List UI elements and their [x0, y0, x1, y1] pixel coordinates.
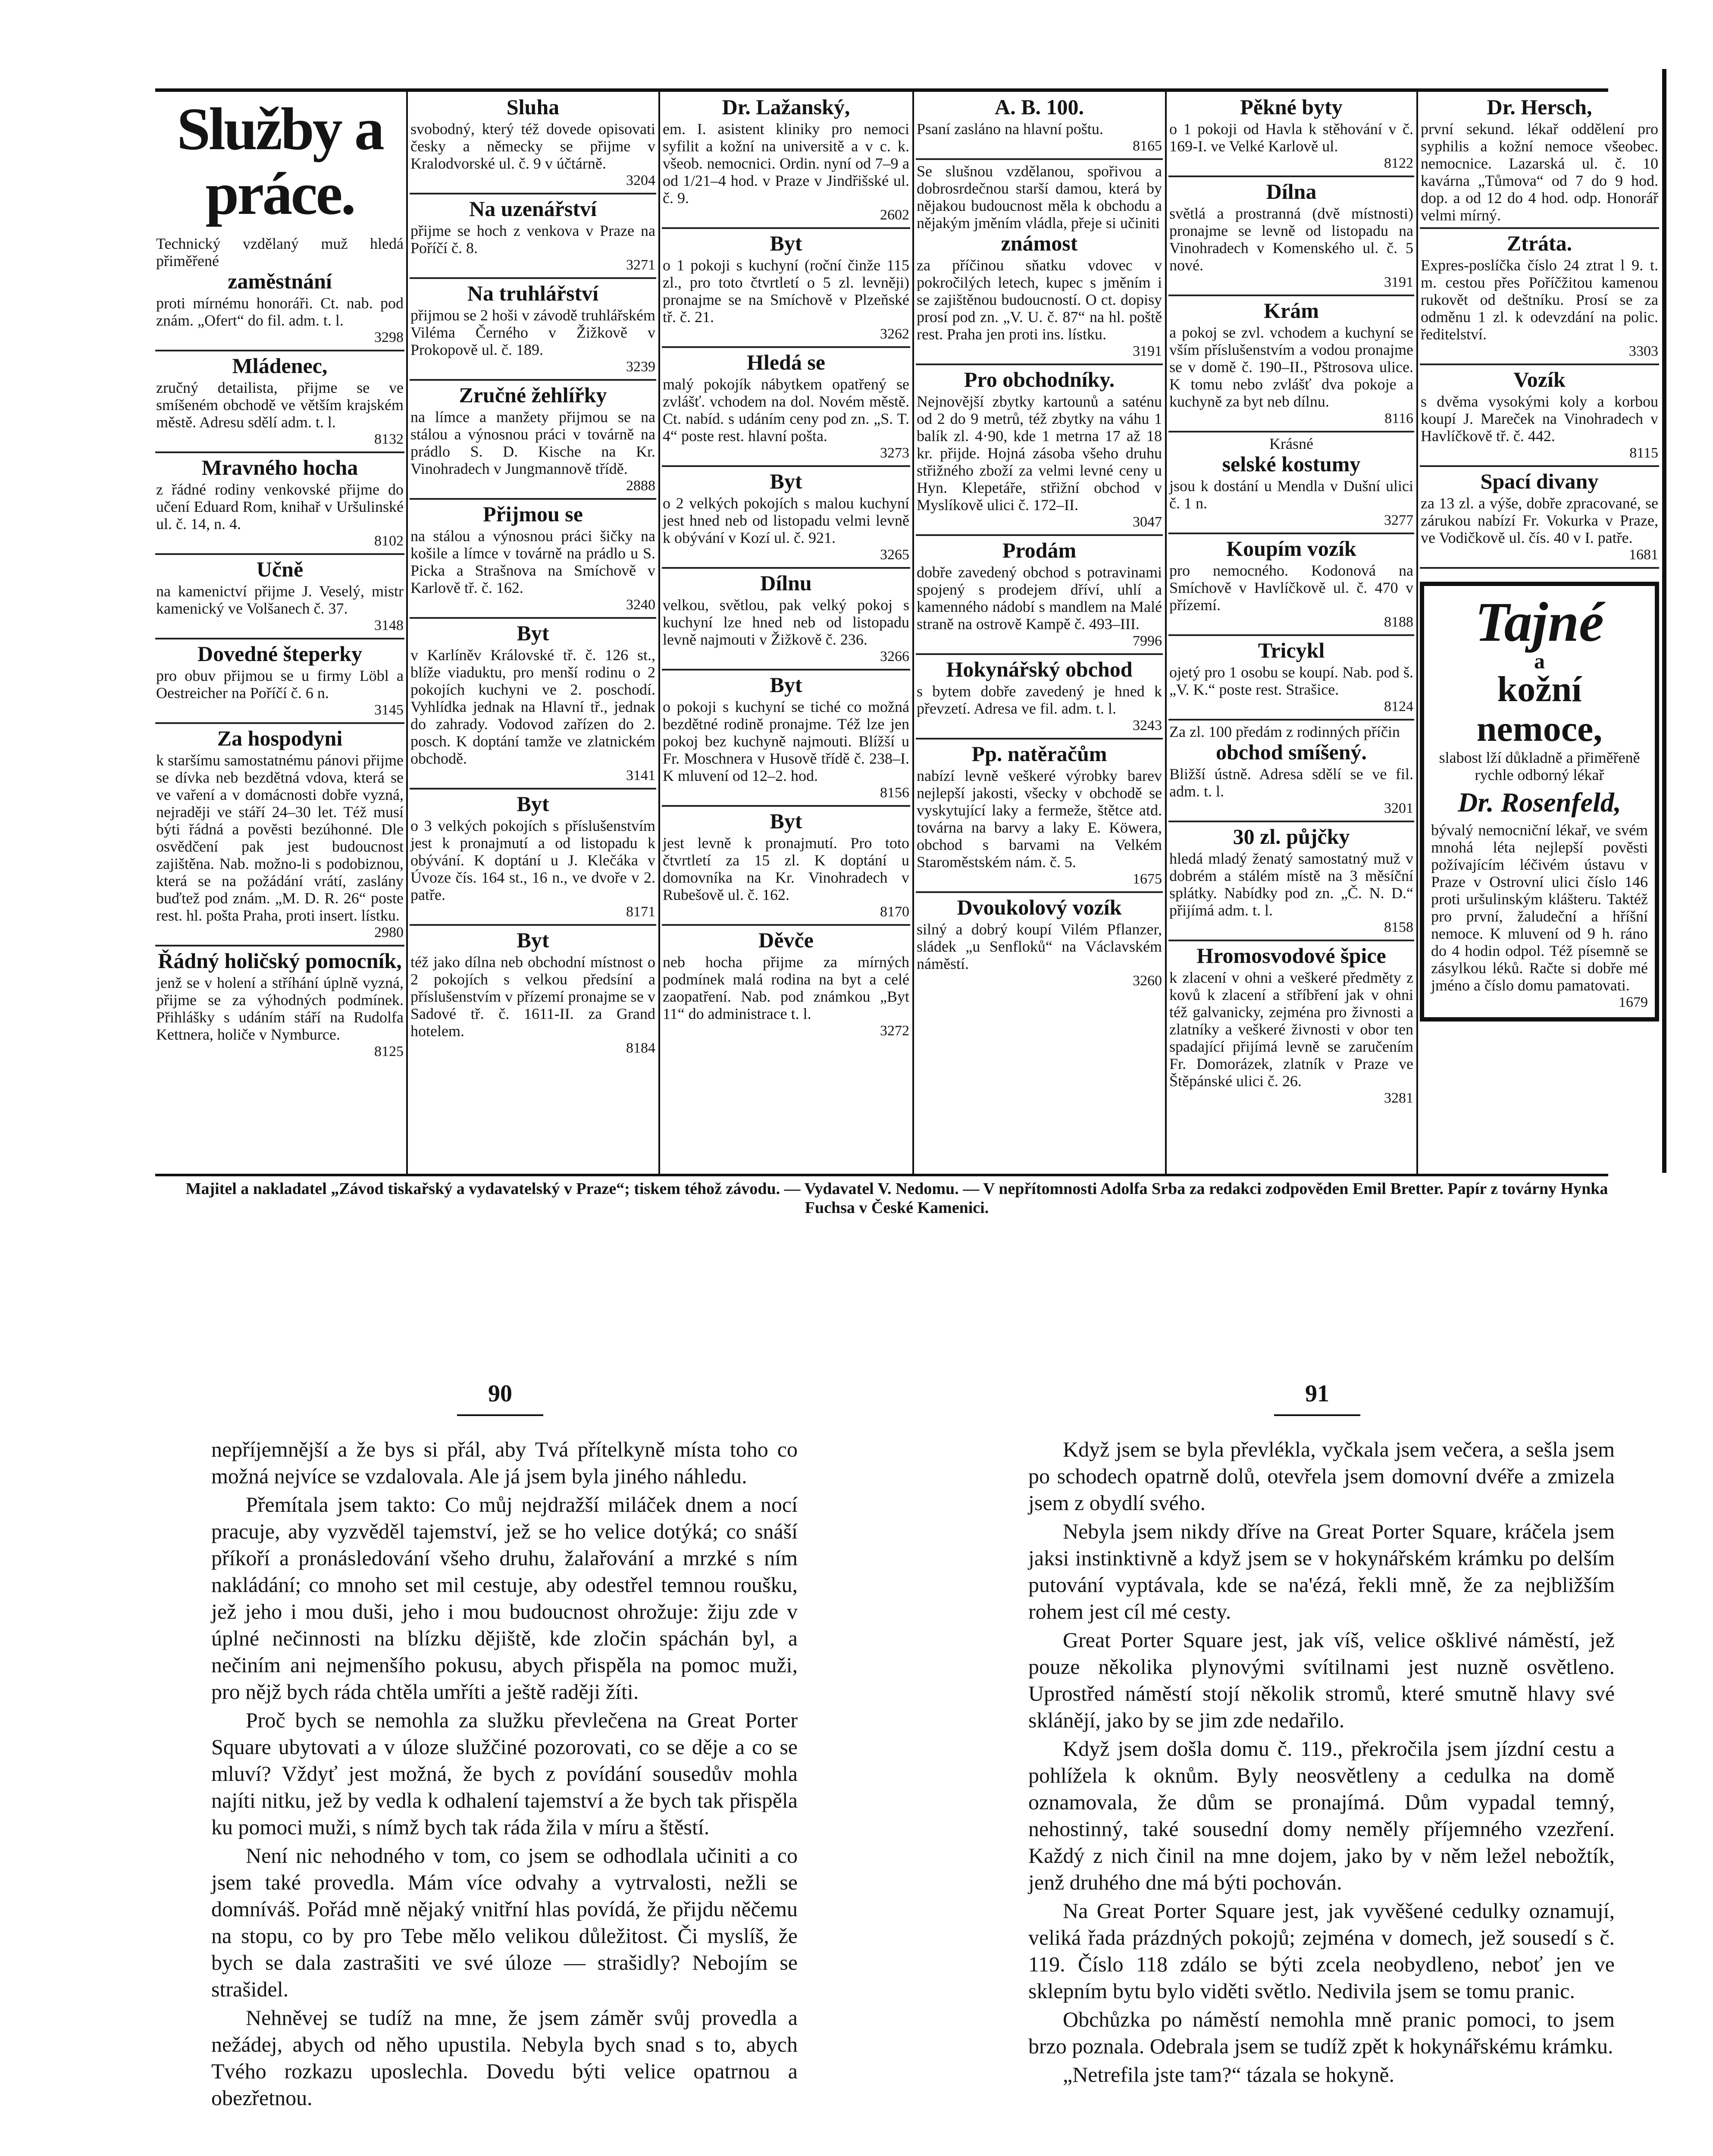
- ad-heading: Dovedné šteperky: [197, 642, 362, 666]
- ad-number: 1679: [1619, 994, 1648, 1010]
- ad-text: za 13 zl. a výše, dobře zpracované, se zárukou nabízí Fr. Vokurka v Praze, ve Vodičkově ul. čís. 40 v I. patře.: [1421, 495, 1658, 546]
- page-number-rule: [1274, 1414, 1360, 1416]
- classified-ad: [155, 453, 404, 555]
- page-number-rule: [457, 1414, 543, 1416]
- book-page-right: [1028, 1436, 1615, 2090]
- ad-heading: Dr. Lažanský,: [722, 95, 850, 119]
- ad-text: Technický vzdělaný muž hledá přiměřené: [156, 235, 404, 270]
- classified-ad: [662, 348, 910, 467]
- box-subtitle: kožní nemoce,: [1476, 669, 1603, 749]
- ad-text: z řádné rodiny venkovské přijme do učení Eduard Rom, knihař v Uršulinské ul. č. 14, n. 4.: [156, 481, 404, 533]
- ad-number: 8116: [1384, 411, 1413, 426]
- ad-heading: Dílnu: [760, 571, 812, 595]
- ad-text: na kamenictví přijme J. Veselý, mistr kamenický ve Volšanech č. 37.: [156, 583, 404, 617]
- ad-heading: Dílna: [1266, 179, 1317, 204]
- ad-number: 2888: [626, 478, 655, 494]
- paragraph: Nehněvej se tudíž na mne, že jsem záměr svůj provedla a nežádej, abych od něho upustila. Nebyla bych snad s to, abych Tvého rozkazu uposlechla. Dovedu býti velice opatrnou a obezřetnou.: [211, 2006, 798, 2110]
- ad-text: jenž se v holení a stříhání úplně vyzná, přijme se za výhodných podmínek. Přihlášky s udáním stáří na Rudolfa Kettnera, holiče v Nymburce.: [156, 974, 404, 1043]
- ad-number: 8171: [626, 904, 655, 920]
- classified-ad: [155, 555, 404, 639]
- ad-heading: Děvče: [758, 928, 814, 952]
- ad-text: Krásné: [1269, 435, 1313, 452]
- ad-text: první sekund. lékař oddělení pro syphilis a kožní nemoce všeobec. nemocnice. Lazarská ul. č. 10 kavárna „Tůmova“ od 7 do 9 hod. dop. a od 12 do 4 hod. odp. Honorář velmi mírný.: [1421, 120, 1658, 224]
- ad-heading: Hromosvodové špice: [1196, 943, 1386, 968]
- classified-ad: [1168, 636, 1414, 721]
- ad-text: světlá a prostranná (dvě místnosti) pronajme se levně od listopadu na Vinohradech v Komenského ul. č. 5 nové.: [1169, 205, 1413, 274]
- paragraph: Obchůzka po náměstí nemohla mně pranic pomoci, to jsem brzo poznala. Odebrala jsem se tudíž zpět k hokynářskému krámku.: [1028, 2007, 1615, 2058]
- newspaper-imprint: Majitel a nakladatel „Závod tiskařský a vydavatelský v Praze“; tiskem téhož závodu. — Vydavatel V. Nedomu. — V nepřítomnosti Adolfa Srba za redakci zodpověden Emil Bretter. Papír z továrny Hynka Fuchsa v České Kamenici.: [185, 1180, 1608, 1217]
- ad-number: 3239: [626, 359, 655, 375]
- ad-text: Se slušnou vzdělanou, spořivou a dobrosrdečnou starší damou, která by nějakou budoucnost měla k obchodu a nějakým jměním vládla, přeje si učiniti: [917, 163, 1162, 232]
- classified-ad: [916, 536, 1163, 655]
- paragraph: Proč bych se nemohla za služku převlečena na Great Porter Square ubytovati a v úloze služčiné pozorovati, co se děje a co se mluví? Vždyť jest možná, že bych z povídání sousedův mohla najíti nitku, jež by vedla k odhalení tajemství a že bych tak přispěla ku pomoci muži, s nímž bych tak ráda žila v míru a štěstí.: [211, 1708, 798, 1839]
- classified-ad: [155, 946, 404, 1064]
- ad-number: 3145: [374, 702, 404, 718]
- page-number-left: 90: [488, 1380, 512, 1407]
- classified-ad: [1168, 296, 1414, 432]
- ad-text: na stálou a výnosnou práci šičky na košile a límce v továrně na prádlo u S. Picka a Strašnova na Smíchově v Karlově tř. č. 162.: [410, 527, 655, 596]
- ad-text: jsou k dostání u Mendla v Dušní ulici č. 1 n.: [1169, 477, 1413, 512]
- ad-number: 3204: [626, 172, 655, 188]
- ad-number: 2980: [374, 924, 404, 940]
- ad-text: v Karlíněv Královské tř. č. 126 st., blíže viaduktu, pro menší rodinu o 2 pokojích kuchyni ve 2. poschodí. Vyhlídka jednak na Hlavní tř., jednak do zahrady. Vodovod zařízen do 2. posch. K doptání tamže ve zlatnickém obchodě.: [410, 646, 655, 767]
- classified-ad: [1420, 467, 1659, 569]
- ad-text: malý pokojík nábytkem opatřený se zvlášť. vchodem na dol. Novém městě. Ct. nabíd. s udáním ceny pod zn. „S. T. 4“ poste rest. hlavní pošta.: [663, 376, 909, 445]
- ad-number: 8188: [1384, 614, 1413, 630]
- paragraph: Není nic nehodného v tom, co jsem se odhodlala učiniti a co jsem také provedla. Mám více odvahy a vytrvalosti, nežli se domníváš. Pořád mně nějaký vnitřní hlas povídá, že přijdu něčemu na stopu, co by pro Tebe mělo velikou důležitost. Či myslíš, že bych se dala zastrašiti ve své úloze — strašidly? Nebojím se strašidel.: [211, 1843, 798, 2001]
- classified-ad: [1168, 822, 1414, 941]
- page-number-right: 91: [1305, 1380, 1329, 1407]
- ad-number: 1675: [1133, 871, 1162, 887]
- ad-number: 8102: [374, 533, 404, 549]
- classified-ad: [662, 93, 910, 229]
- section-title: Služby a práce.: [177, 96, 383, 227]
- ad-number: 3298: [374, 329, 404, 345]
- box-text: slabost lží důkladně a přiměřeně rychle odborný lékař: [1439, 749, 1640, 783]
- classified-ad: [916, 740, 1163, 893]
- ad-number: 3201: [1384, 800, 1413, 816]
- ad-heading: Prodám: [1002, 538, 1077, 562]
- classified-ad: [662, 926, 910, 1043]
- ad-heading: 30 zl. půjčky: [1233, 824, 1350, 849]
- classified-ad: [662, 569, 910, 671]
- ad-text: neb hocha přijme za mírných podmínek malá rodina na byt a celé zaopatření. Nab. pod známkou „Byt 11“ do administrace t. l.: [663, 953, 909, 1022]
- ad-heading: známost: [1001, 231, 1078, 255]
- ad-number: 1681: [1629, 547, 1658, 563]
- paragraph: Great Porter Square jest, jak víš, velice ošklivé náměstí, jež pouze několika plynovými svítilnami jest nuzně osvětleno. Uprostřed náměstí stojí několik stromů, které smutně hlavy své sklánějí, jako by se jim zde nedařilo.: [1028, 1628, 1615, 1732]
- right-edge-rule: [1662, 69, 1666, 1173]
- ad-text: a pokoj se zvl. vchodem a kuchyní se vším příslušenstvím a vodou pronajme se v domě č. 190–II., Pštrosova ulice. K tomu nebo zvlášť dva pokoje a kuchyně za byt neb dílnu.: [1169, 324, 1413, 410]
- ad-number: 8125: [374, 1044, 404, 1059]
- ad-number: 7996: [1133, 633, 1162, 649]
- ad-number: 3281: [1384, 1090, 1413, 1106]
- classified-ad: [916, 655, 1163, 740]
- ad-text: nabízí levně veškeré výrobky barev nejlepší jakosti, všecky v obchodě se vyskytující laky a fermeže, štětce atd. továrna na barvy a laky E. Köwera, obchod s barvami na Velkém Staroměstském nám. č. 5.: [917, 767, 1162, 871]
- classified-ad: [916, 893, 1163, 993]
- ad-heading: Byt: [517, 621, 549, 645]
- classified-ad: [1168, 941, 1414, 1110]
- ad-heading: Pro obchodníky.: [964, 367, 1115, 392]
- ad-heading: Krám: [1264, 298, 1319, 323]
- ad-number: 3260: [1133, 973, 1162, 989]
- ad-heading: Byt: [517, 792, 549, 816]
- ad-number: 8132: [374, 431, 404, 447]
- ad-number: 8170: [880, 904, 909, 920]
- paragraph: nepříjemnější a že bys si přál, aby Tvá přítelkyně místa toho co možná nejvíce se vzdalovala. Ale já jsem byla jiného náhledu.: [211, 1437, 798, 1488]
- ad-heading: Mravného hocha: [201, 455, 358, 479]
- ad-heading: selské kostumy: [1222, 452, 1361, 476]
- ad-text: velkou, světlou, pak velký pokoj s kuchyní lze hned neb od listopadu levně najmouti v Žižkově č. 236.: [663, 596, 909, 648]
- ad-number: 8124: [1384, 699, 1413, 714]
- ad-heading: Byt: [770, 469, 802, 493]
- ad-text: hledá mladý ženatý samostatný muž v dobrém a stálém místě na 3 měsíční splátky. Nabídky pod zn. „Č. N. D.“ přijímá adm. t. l.: [1169, 850, 1413, 919]
- ad-number: 3191: [1133, 343, 1162, 359]
- ad-number: 3243: [1133, 718, 1162, 733]
- ad-number: 8165: [1133, 138, 1162, 154]
- classified-ad: [155, 351, 404, 453]
- ad-text: Nejnovější zbytky kartounů a saténu od 2 do 9 metrů, též zbytky na váhu 1 balík zl. 4·90, kde 1 metrna 17 až 18 kr. přijde. Hojná zásoba všeho druhu střižného zboží za velmi levné ceny u Hyn. Klepetáře, střižní obchod v Myslíkově ulici č. 172–II.: [917, 393, 1162, 514]
- ad-heading: Byt: [770, 673, 802, 697]
- ad-heading: Dr. Hersch,: [1487, 95, 1592, 119]
- classified-ad: [662, 229, 910, 348]
- ads-column-1: [155, 93, 404, 1175]
- classified-ad: [1420, 93, 1659, 229]
- ads-column-5: [1168, 93, 1414, 1175]
- ad-number: 8115: [1629, 445, 1658, 461]
- ad-heading: Na truhlářství: [467, 281, 599, 305]
- ad-number: 3265: [880, 547, 909, 563]
- classified-ad: [410, 619, 656, 790]
- ad-heading: Mládenec,: [232, 354, 328, 378]
- ad-text: o 3 velkých pokojích s příslušenstvím jest k pronajmutí a od listopadu k obývání. K doptání u J. Klečáka v Úvoze čís. 164 st., 16 n., ve dvoře v 2. patře.: [410, 817, 655, 903]
- classified-ad: [410, 279, 656, 381]
- ad-text: též jako dílna neb obchodní místnost o 2 pokojích s velkou předsíní a příslušenstvím v přízemí pronajme se v Sadové tř. č. 1611-II. za Grand hotelem.: [410, 953, 655, 1040]
- ads-column-3: [662, 93, 910, 1175]
- classified-ad: [1168, 534, 1414, 636]
- ad-text: Expres-poslíčka číslo 24 ztrat l 9. t. m. cestou přes Poříčžitou kamenou rukovět od deštníku. Prosí se za odměnu 1 zl. k odevzdání na polic. ředitelství.: [1421, 257, 1658, 343]
- ad-heading: obchod smíšený.: [1215, 740, 1367, 764]
- ad-text: pro nemocného. Kodonová na Smíchově v Havlíčkově ul. č. 470 v přízemí.: [1169, 562, 1413, 614]
- ad-number: 8122: [1384, 155, 1413, 171]
- ad-heading: zaměstnání: [228, 269, 332, 293]
- classified-ad: [410, 926, 656, 1060]
- classified-ad: [662, 807, 910, 926]
- ad-heading: Dvoukolový vozík: [957, 895, 1122, 919]
- ad-text: přijmou se 2 hoši v závodě truhlářském Viléma Černého v Žižkově v Prokopově ul. č. 189.: [410, 307, 655, 358]
- ad-heading: Koupím vozík: [1226, 536, 1356, 561]
- classified-ad: [410, 500, 656, 619]
- paragraph: „Netrefila jste tam?“ tázala se hokyně.: [1063, 2062, 1395, 2087]
- ad-text: jest levně k pronajmutí. Pro toto čtvrtletí za 15 zl. K doptání u domovníka na Kr. Vinohradech v Rubešově ul. č. 162.: [663, 834, 909, 903]
- ad-number: 3047: [1133, 514, 1162, 530]
- ad-text: silný a dobrý koupí Vilém Pflanzer, sládek „u Senfloků“ na Václavském náměstí.: [917, 921, 1162, 972]
- box-conjunction: a: [1534, 649, 1545, 673]
- ad-number: 8184: [626, 1040, 655, 1056]
- classified-ad: [410, 790, 656, 926]
- ad-number: 3148: [374, 617, 404, 633]
- ad-text: ojetý pro 1 osobu se koupí. Nab. pod š. „V. K.“ poste rest. Strašice.: [1169, 664, 1413, 698]
- ad-text: o pokoji s kuchyní se tiché co možná bezdětné rodině pronajme. Též lze jen pokoj bez kuchyně najmouti. Blížší u Fr. Moschnera v Husově třídě č. 238–I. K mluvení od 12–2. hod.: [663, 698, 909, 784]
- box-text: bývalý nemocniční lékař, ve svém mnohá léta nejlepší pověsti požívajícím léčivém ústavu v Praze v Ostrovní ulici číslo 146 proti uršulinským klášteru. Taktéž pro první, žaludeční a hříšní nemoce. K mluvení od 9 h. ráno do 4 hodin odpol. Též písemně se zásylkou léků. Račte si dobře mé jméno a číslo domu pamatovati.: [1431, 821, 1648, 994]
- ads-column-6: [1420, 93, 1659, 1175]
- ad-text: s bytem dobře zavedený je hned k převzetí. Adresa ve fil. adm. t. l.: [917, 683, 1162, 717]
- ad-heading: Přijmou se: [483, 502, 583, 526]
- ad-text: k zlacení v ohni a veškeré předměty z kovů k zlacení a stříbření jak v ohni též galvanicky, zejména pro živnosti a zlatníky a veškeré živnosti v obor ten spadající přijímá levně se zaručením Fr. Domorázek, zlatník v Praze ve Štěpánské ulici č. 26.: [1169, 969, 1413, 1090]
- column-rule: [406, 88, 408, 1175]
- classified-ad: [155, 232, 404, 351]
- ad-heading: Hledá se: [747, 350, 825, 374]
- ad-text: za příčinou sňatku vdovec v pokročilých letech, kupec s jměním i se zajištěnou budoucností. O ct. dopisy prosí pod zn. „V. U. č. 87“ na hl. poště rest. Praha jen proti ins. lístku.: [917, 257, 1162, 343]
- column-rule: [1416, 88, 1418, 1175]
- ad-number: 3271: [626, 257, 655, 273]
- ad-text: Za zl. 100 předám z rodinných příčin: [1169, 723, 1400, 740]
- ad-text: Psaní zasláno na hlavní poštu.: [917, 120, 1103, 138]
- ad-heading: Pěkné byty: [1240, 95, 1343, 119]
- classified-ad: [662, 671, 910, 807]
- ad-heading: Učně: [256, 557, 304, 581]
- ad-text: o 1 pokoji od Havla k stěhování v č. 169-I. ve Velké Karlově ul.: [1169, 120, 1413, 155]
- classified-ad: [1420, 365, 1659, 467]
- classified-ad: [155, 724, 404, 946]
- classified-ad: [410, 93, 656, 194]
- top-rule: [155, 88, 1608, 92]
- classified-ad: [916, 365, 1163, 536]
- classified-ad: [916, 160, 1163, 365]
- ad-number: 2602: [880, 207, 909, 223]
- ad-heading: Sluha: [506, 95, 560, 119]
- ad-number: 3277: [1384, 512, 1413, 528]
- classified-ad: [916, 93, 1163, 160]
- ad-text: dobře zavedený obchod s potravinami spojený s prodejem dříví, uhlí a kamenného nádobí s mandlem na Malé straně na ostrově Kampě č. 493–III.: [917, 564, 1162, 633]
- ad-text: o 2 velkých pokojích s malou kuchyní jest hned neb od listopadu velmi levně k obývání v Kozí ul. č. 921.: [663, 495, 909, 546]
- paragraph: Když jsem došla domu č. 119., překročila jsem jízdní cestu a pohlížela k oknům. Byly neosvětleny a cedulka na domě oznamovala, že dům se pronajímá. Dům vypadal temný, nehostinný, také sousední domy neměly příjemného vzezření. Každý z nich činil na mne dojem, jako by v něm ležel nebožtík, jenž druhého dne má býti pochován.: [1028, 1736, 1615, 1894]
- ad-text: zručný detailista, přijme se ve smíšeném obchodě ve větším krajském městě. Adresu sdělí adm. t. l.: [156, 379, 404, 431]
- ad-text: pro obuv přijmou se u firmy Löbl a Oestreicher na Poříčí č. 6 n.: [156, 667, 404, 702]
- ad-number: 3262: [880, 326, 909, 342]
- ad-text: o 1 pokoji s kuchyní (roční činže 115 zl., pro toto čtvrtletí o 5 zl. levněji) pronajme se na Smíchově v Plzeňské tř. č. 21.: [663, 257, 909, 326]
- classified-ad: [410, 194, 656, 279]
- ad-number: 8156: [880, 785, 909, 801]
- ad-heading: Na uzenářství: [469, 197, 597, 221]
- ad-number: 3191: [1384, 274, 1413, 290]
- column-rule: [658, 88, 660, 1175]
- paragraph: Na Great Porter Square jest, jak vyvěšené cedulky oznamují, veliká řada prázdných pokojů; zejména v domech, jež sousedí s č. 119. Číslo 118 zdálo se býti zcela neobydleno, neboť jen ve sklepním bytu bylo viděti světlo. Nedivila jsem se tomu pranic.: [1028, 1899, 1615, 2003]
- ad-text: svobodný, který též dovede opisovati česky a německy se přijme v Kralodvorské ul. č. 9 v účtárně.: [410, 120, 655, 172]
- ad-heading: Ztráta.: [1506, 231, 1572, 255]
- ad-heading: Pp. natěračům: [971, 742, 1107, 766]
- box-title: Tajné: [1475, 591, 1604, 653]
- paragraph: Přemítala jsem takto: Co můj nejdražší miláček dnem a nocí pracuje, aby vyzvěděl tajemství, jež se ho velice dotýká; co snáší příkoří a pronásledování všeho druhu, žalařování a mrzké s ním nakládání; co mnoho set mil cestuje, aby odestřel temnou roušku, jež jeho i mou duši, jeho i mou budoucnost ohrožuje: žiju zde v úplné nečinnosti na blízku dějiště, kde zločin spáchán byl, a nečiním ani nejmenšího pokusu, abych přispěla na pomoc muži, pro nějž bych ráda chtěla umříti a ještě raději žíti.: [211, 1492, 798, 1704]
- ad-number: 3266: [880, 649, 909, 664]
- ad-number: 3272: [880, 1023, 909, 1039]
- ad-heading: Zručné žehlířky: [459, 383, 607, 407]
- ads-column-2: [410, 93, 656, 1175]
- classified-ad: [410, 381, 656, 500]
- ads-column-4: [916, 93, 1163, 1175]
- paragraph: Když jsem se byla převlékla, vyčkala jsem večera, a sešla jsem po schodech opatrně dolů, otevřela jsem domovní dvéře a zmizela jsem z obydlí svého.: [1028, 1437, 1615, 1515]
- book-page-left: [211, 1436, 798, 2113]
- ad-number: 3273: [880, 445, 909, 461]
- ad-heading: Vozík: [1513, 367, 1566, 392]
- ad-number: 3141: [626, 768, 655, 783]
- ad-heading: Řádný holičský pomocník,: [158, 949, 402, 973]
- ad-heading: Byt: [770, 231, 802, 255]
- ad-heading: Spací divany: [1480, 469, 1599, 493]
- box-doctor-name: Dr. Rosenfeld,: [1458, 787, 1621, 818]
- framed-advertisement: [1420, 582, 1659, 1022]
- ad-text: em. I. asistent kliniky pro nemoci syfilit a kožní na universitě a v c. k. všeob. nemocnici. Ordin. nyní od 7–9 a od 1/21–4 hod. v Praze v Jindřišské ul. č. 9.: [663, 120, 909, 207]
- ad-heading: Za hospodyni: [217, 726, 343, 750]
- ad-number: 8158: [1384, 919, 1413, 935]
- column-rule: [912, 88, 914, 1175]
- ad-heading: Byt: [770, 809, 802, 833]
- classified-ad: [662, 467, 910, 569]
- ad-text: k staršímu samostatnému pánovi přijme se dívka neb bezdětná vdova, která se ve vaření a v domácnosti dobře vyzná, nejraději ve stáří 24–30 let. Též musí býti řádná a pověsti bezúhonné. Dle osvědčení pak jest budoucnost zajištěna. Nab. možno-li s podobiznou, která se na požádání vrátí, zaslány buďtež pod znám. „M. D. R. 26“ poste rest. hl. pošta Praha, proti insert. lístku.: [156, 752, 404, 924]
- paragraph: Nebyla jsem nikdy dříve na Great Porter Square, kráčela jsem jaksi instinktivně a když jsem se v hokynářském krámku po delším putování vyptávala, kde se na'ézá, řekli mně, že za nejbližším rohem jest cíl mé cesty.: [1028, 1519, 1615, 1623]
- classified-ad: [1168, 721, 1414, 822]
- ad-heading: Byt: [517, 928, 549, 952]
- ad-heading: A. B. 100.: [995, 95, 1084, 119]
- ad-text: přijme se hoch z venkova v Praze na Poříčí č. 8.: [410, 222, 655, 257]
- ad-heading: Tricykl: [1258, 638, 1325, 662]
- ad-text: s dvěma vysokými koly a korbou koupí J. Mareček na Vinohradech v Havlíčkově tř. č. 442.: [1421, 393, 1658, 445]
- classified-ad: [1168, 432, 1414, 534]
- ad-number: 3303: [1629, 343, 1658, 359]
- classified-ad: [1168, 177, 1414, 296]
- classified-ad: [155, 639, 404, 724]
- column-rule: [1165, 88, 1167, 1175]
- ad-text: Bližší ústně. Adresa sdělí se ve fil. adm. t. l.: [1169, 765, 1413, 800]
- ad-text: na límce a manžety přijmou se na stálou a výnosnou práci v továrně na prádlo S. D. Kische na Kr. Vinohradech v Jungmannově třídě.: [410, 408, 655, 477]
- ad-heading: Hokynářský obchod: [946, 657, 1133, 681]
- ad-text: proti mírnému honoráři. Ct. nab. pod znám. „Ofert“ do fil. adm. t. l.: [156, 295, 404, 329]
- ad-number: 3240: [626, 597, 655, 613]
- classified-ad: [1168, 93, 1414, 177]
- classified-ad: [1420, 229, 1659, 365]
